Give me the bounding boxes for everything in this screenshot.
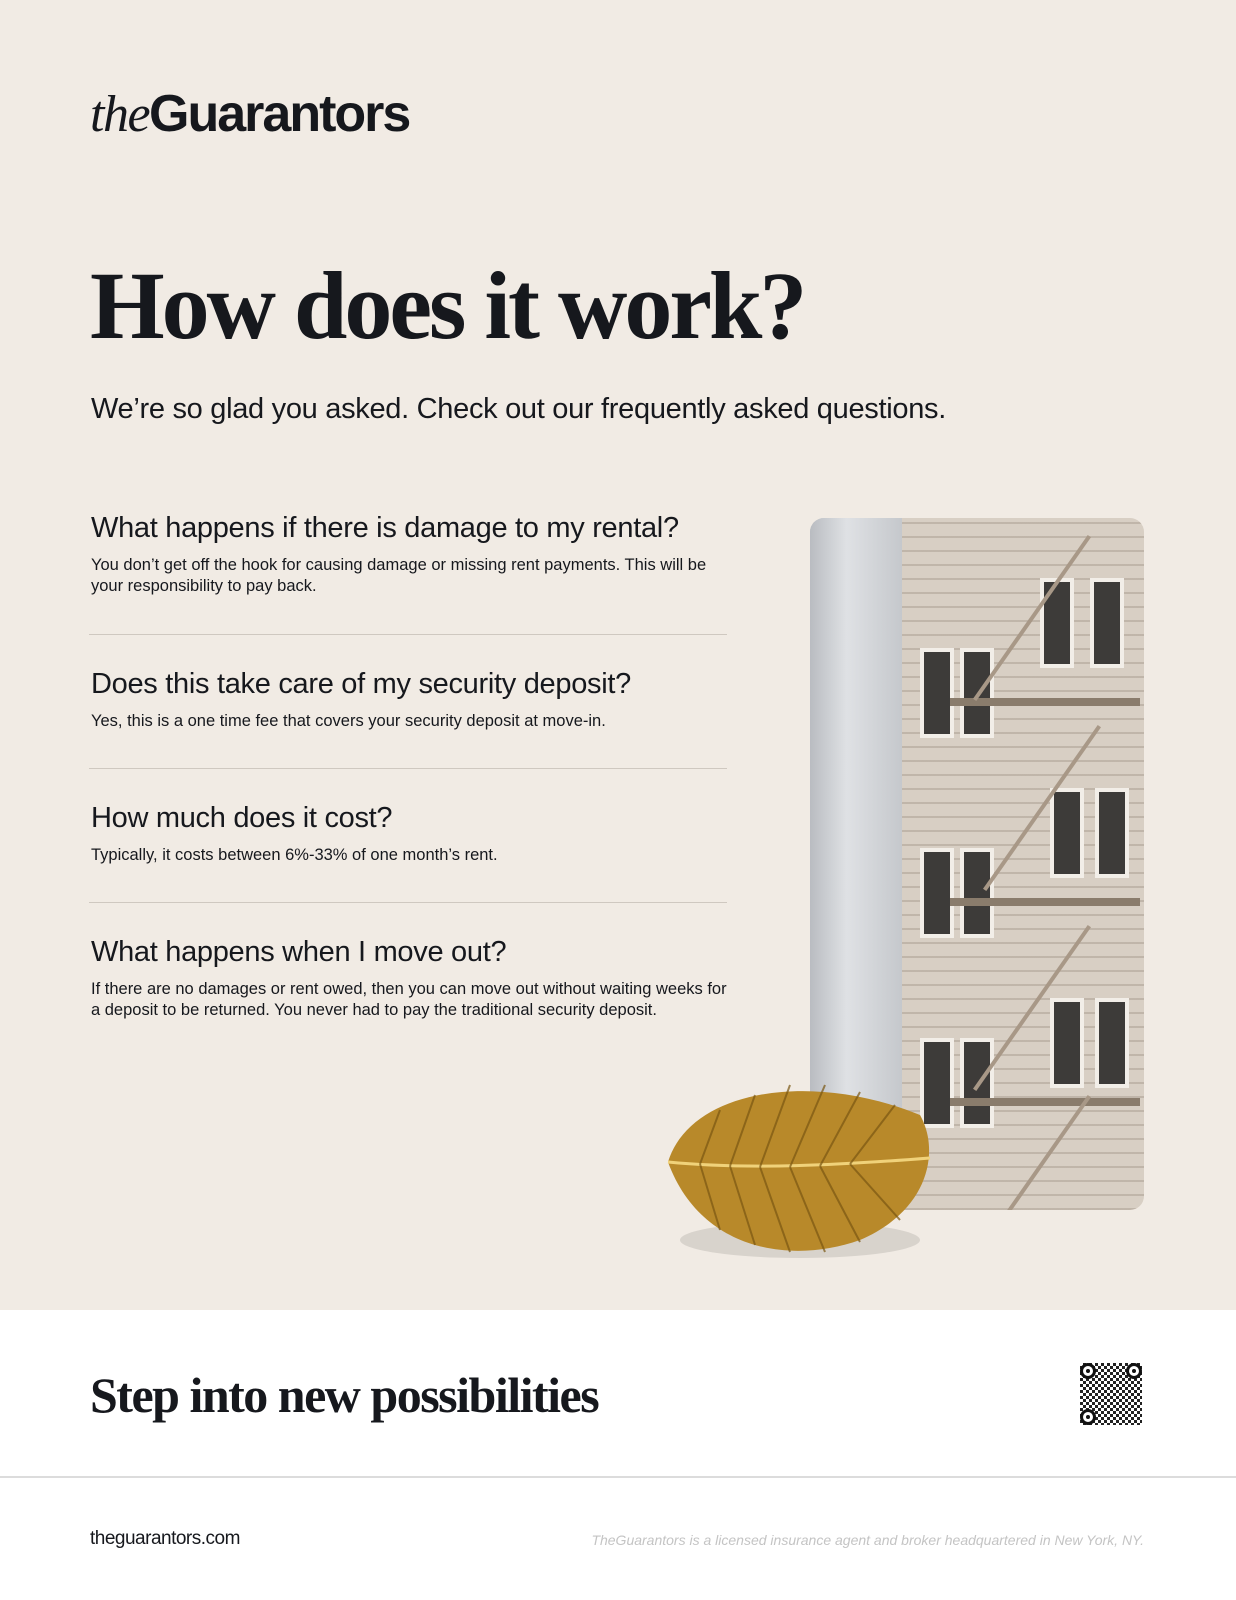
faq-question: How much does it cost? bbox=[91, 802, 393, 834]
faq-item bbox=[89, 512, 727, 597]
page-title: How does it work? bbox=[90, 252, 805, 359]
logo-bold: Guarantors bbox=[149, 85, 410, 143]
logo-italic: the bbox=[90, 86, 150, 143]
gold-leaf-image bbox=[660, 1070, 940, 1270]
faq-answer: Yes, this is a one time fee that covers your security deposit at move-in. bbox=[91, 712, 606, 730]
faq-answer: If there are no damages or rent owed, then you can move out without waiting weeks for a deposit to be returned. You never had to pay the traditional security deposit. bbox=[91, 980, 727, 1019]
divider bbox=[89, 634, 727, 635]
faq-item bbox=[89, 802, 727, 866]
page-subtitle: We’re so glad you asked. Check out our frequently asked questions. bbox=[91, 393, 947, 425]
divider bbox=[89, 902, 727, 903]
faq-question: What happens if there is damage to my rental? bbox=[91, 512, 679, 544]
divider bbox=[89, 768, 727, 769]
qr-code-icon[interactable] bbox=[1080, 1363, 1142, 1425]
faq-item bbox=[89, 668, 727, 732]
legal-disclaimer: TheGuarantors is a licensed insurance agent and broker headquartered in New York, NY. bbox=[591, 1532, 1144, 1548]
faq-answer: You don’t get off the hook for causing damage or missing rent payments. This will be your responsibility to pay back. bbox=[91, 556, 707, 595]
faq-question: Does this take care of my security deposit? bbox=[91, 668, 631, 700]
cta-title: Step into new possibilities bbox=[90, 1367, 599, 1423]
faq-item bbox=[89, 936, 727, 1021]
website-link[interactable]: theguarantors.com bbox=[90, 1528, 240, 1549]
faq-answer: Typically, it costs between 6%-33% of one month’s rent. bbox=[91, 846, 498, 864]
logo bbox=[90, 84, 409, 144]
footer-divider bbox=[0, 1476, 1236, 1478]
faq-question: What happens when I move out? bbox=[91, 936, 507, 968]
